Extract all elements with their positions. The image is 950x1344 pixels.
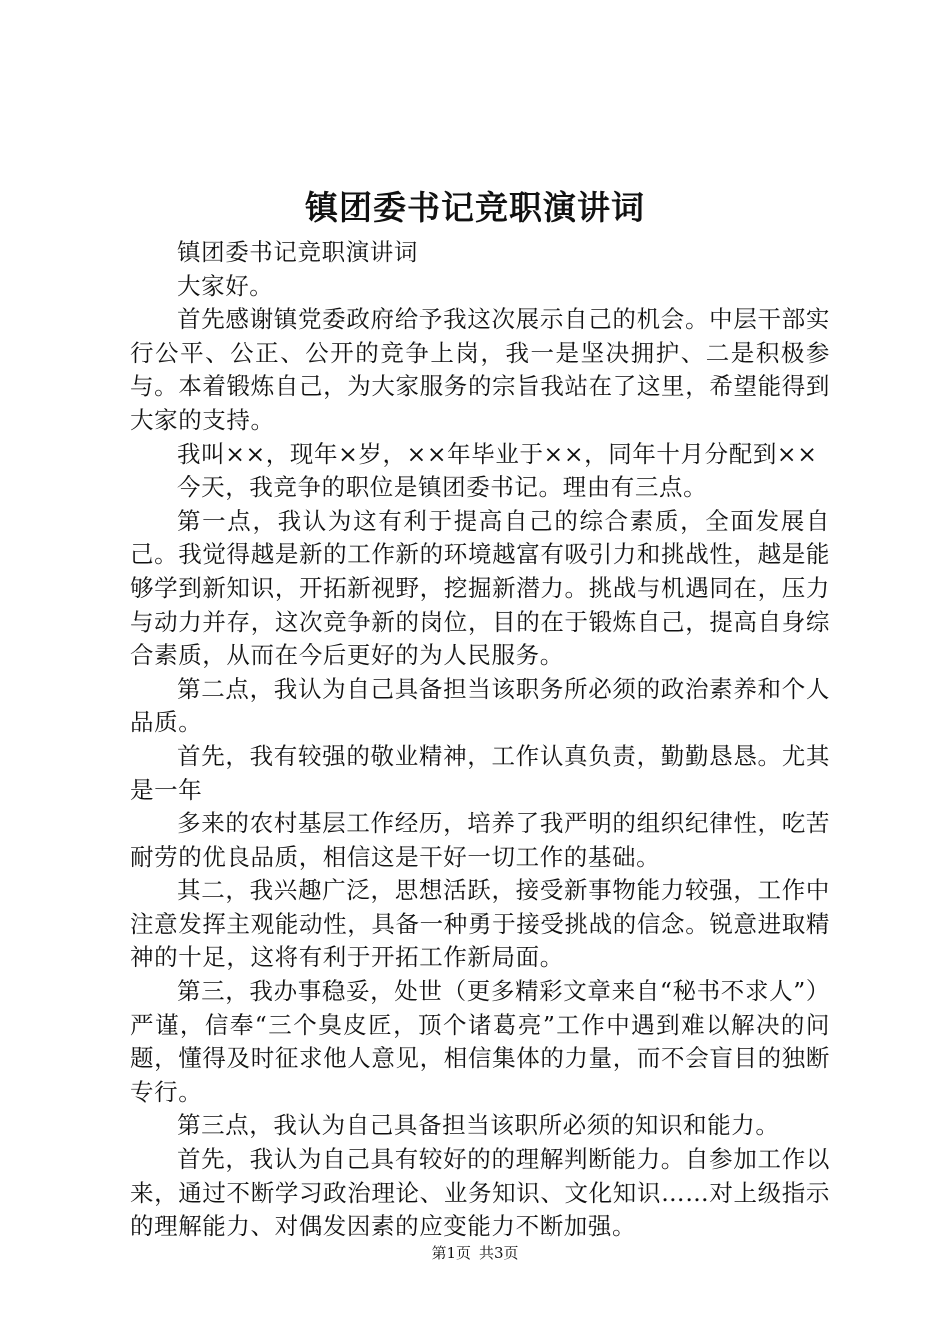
paragraph: 首先感谢镇党委政府给予我这次展示自己的机会。中层干部实行公平、公正、公开的竞争上岗，我一是坚决拥护、二是积极参与。本着锻炼自己，为大家服务的宗旨我站在了这里，希望能得到大家的支持。 — [130, 305, 830, 434]
paragraph: 第二点，我认为自己具备担当该职务所必须的政治素养和个人品质。 — [130, 674, 830, 737]
paragraph: 第三点，我认为自己具备担当该职所必须的知识和能力。 — [177, 1111, 780, 1140]
document-title: 镇团委书记竞职演讲词 — [305, 188, 645, 227]
paragraph: 大家好。 — [177, 271, 274, 300]
paragraph: 第三，我办事稳妥，处世（更多精彩文章来自“秘书不求人”）严谨，信奉“三个臭皮匠，顶个诸葛亮”工作中遇到难以解决的问题，懂得及时征求他人意见，相信集体的力量，而不会盲目的独断专行。 — [130, 977, 830, 1106]
page-number: 第1页 — [431, 1244, 471, 1262]
paragraph: 其二，我兴趣广泛，思想活跃，接受新事物能力较强，工作中注意发挥主观能动性，具备一种勇于接受挑战的信念。锐意进取精神的十足，这将有利于开拓工作新局面。 — [130, 876, 830, 972]
paragraph: 首先，我有较强的敬业精神，工作认真负责，勤勤恳恳。尤其是一年 — [130, 741, 830, 804]
paragraph: 第一点，我认为这有利于提高自己的综合素质，全面发展自己。我觉得越是新的工作新的环境越富有吸引力和挑战性，越是能够学到新知识，开拓新视野，挖掘新潜力。挑战与机遇同在，压力与动力并存，这次竞争新的岗位，目的在于锻炼自己，提高自身综合素质，从而在今后更好的为人民服务。 — [130, 506, 830, 670]
paragraph: 今天，我竞争的职位是镇团委书记。理由有三点。 — [177, 473, 708, 502]
paragraph: 我叫××，现年×岁，××年毕业于××，同年十月分配到×× — [177, 439, 818, 468]
paragraph: 镇团委书记竞职演讲词 — [177, 238, 418, 266]
paragraph: 多来的农村基层工作经历，培养了我严明的组织纪律性，吃苦耐劳的优良品质，相信这是干好一切工作的基础。 — [130, 809, 830, 871]
page-footer — [0, 1242, 950, 1264]
page-count: 共3页 — [479, 1244, 519, 1262]
paragraph: 首先，我认为自己具有较好的的理解判断能力。自参加工作以来，通过不断学习政治理论、业务知识、文化知识……对上级指示的理解能力、对偶发因素的应变能力不断加强。 — [130, 1145, 830, 1241]
document-body — [130, 236, 830, 1244]
